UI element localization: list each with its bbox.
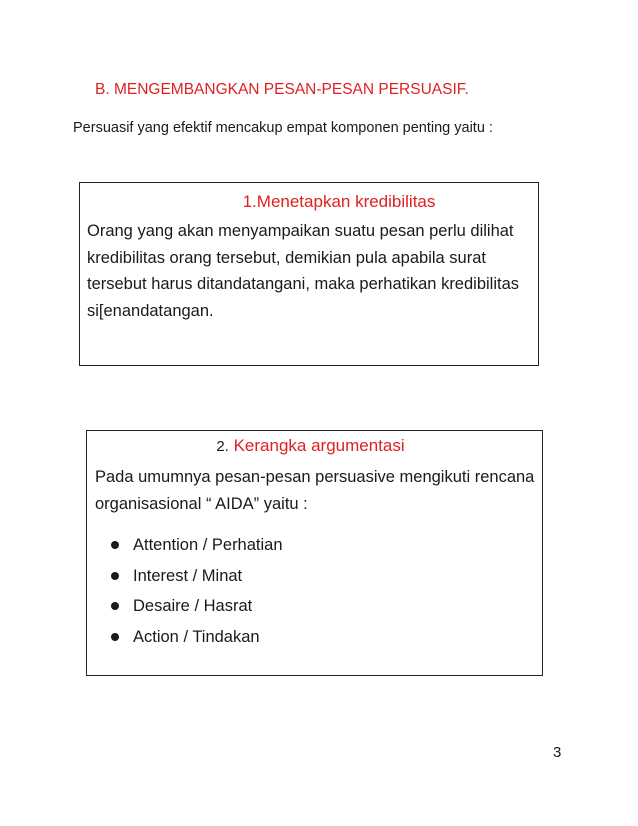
argument-number: 2. [216,438,229,455]
list-item [111,591,542,622]
list-item [111,561,542,592]
section-heading: B. MENGEMBANGKAN PESAN-PESAN PERSUASIF. [95,81,469,98]
bullet-icon [111,541,119,549]
page-number: 3 [553,744,562,761]
credibility-title-text: Menetapkan kredibilitas [256,192,436,211]
aida-list [111,530,542,652]
credibility-box [79,182,539,366]
list-item-text: Attention / Perhatian [133,536,283,554]
list-item-text: Action / Tindakan [133,627,260,646]
credibility-title [140,191,538,213]
list-item-text: Desaire / Hasrat [133,597,253,615]
argument-body: Pada umumnya pesan-pesan persuasive mengikuti rencana organisasional “ AIDA” yaitu : [95,468,535,513]
list-item [111,530,542,561]
argument-box [86,430,543,676]
intro-paragraph: Persuasif yang efektif mencakup empat komponen penting yaitu : [73,120,493,136]
argument-title [79,435,542,458]
bullet-icon [111,572,119,580]
list-item-text: Interest / Minat [133,566,243,585]
bullet-icon [111,602,119,610]
argument-title-text: Kerangka argumentasi [233,436,405,455]
credibility-body: Orang yang akan menyampaikan suatu pesan perlu dilihat kredibilitas orang tersebut, demikian pula apabila surat tersebut harus ditandatangani, maka perhatikan kredibilitas si[enandatangan. [87,222,520,320]
bullet-icon [111,633,119,641]
credibility-number: 1. [242,192,257,211]
list-item [111,622,542,653]
